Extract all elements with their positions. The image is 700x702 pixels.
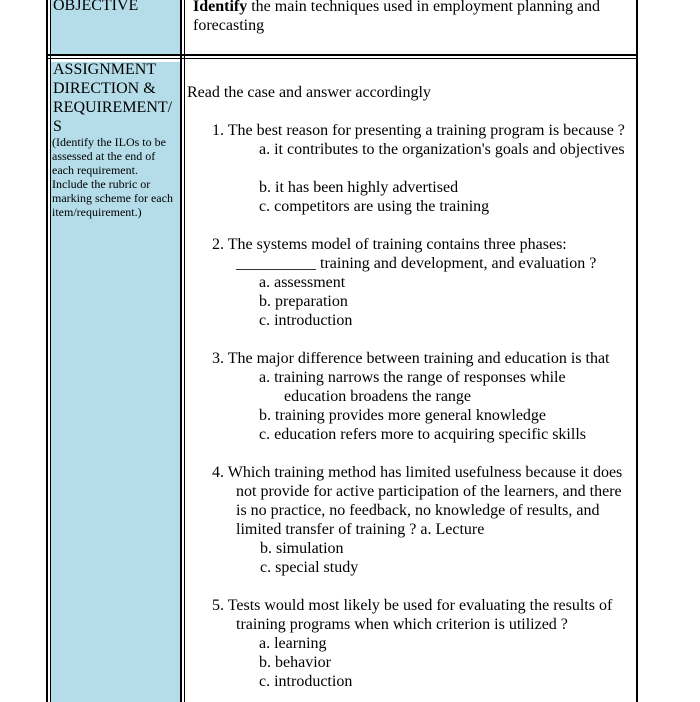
assignment-label-line: REQUIREMENT/ [53,99,173,116]
assignment-note-line: item/requirement.) [52,205,142,219]
column-divider-inner [184,0,185,702]
table-left-border-inner [50,0,51,702]
question-5-stem: 5. Tests would most likely be used for evaluating the results of [212,597,613,614]
assignment-label-line: DIRECTION & [53,80,156,97]
assignment-label-line: ASSIGNMENT [53,61,157,78]
instructions-intro: Read the case and answer accordingly [187,84,431,101]
question-2-option-a: a. assessment [259,274,346,291]
row-divider [46,54,638,56]
question-2-stem: 2. The systems model of training contains three phases: [212,236,567,253]
question-3-option-a: a. training narrows the range of responses while [259,369,566,386]
question-3-option-b: b. training provides more general knowledge [259,407,547,424]
question-4-option-b: b. simulation [260,540,344,557]
assignment-note-line: each requirement. [52,163,138,177]
question-1-option-b: b. it has been highly advertised [259,179,459,196]
question-5-option-c: c. introduction [259,673,353,690]
question-3-option-a-cont: education broadens the range [284,388,472,405]
question-3-option-c: c. education refers more to acquiring specific skills [259,426,586,443]
assignment-note-line: assessed at the end of [52,149,156,163]
table-right-border [636,0,638,702]
question-2-option-c: c. introduction [259,312,353,329]
question-4-option-c: c. special study [260,559,359,576]
assignment-note-line: marking scheme for each [52,191,173,205]
question-4-stem: is no practice, no feedback, no knowledge of results, and [236,502,600,519]
objective-text-rest: the main techniques used in employment planning and [247,0,601,15]
question-2-option-b: b. preparation [259,293,348,310]
question-5-option-a: a. learning [259,635,327,652]
row-divider-inner [46,58,638,59]
column-divider [180,0,182,702]
question-1-stem: 1. The best reason for presenting a training program is because ? [212,122,625,139]
objective-keyword: Identify [193,0,248,15]
assignment-note-line: Include the rubric or [52,177,151,191]
objective-label: OBJECTIVE [53,0,139,14]
question-4-stem: 4. Which training method has limited usefulness because it does [212,464,623,481]
objective-text-line-1 [193,0,600,16]
assignment-note-line: (Identify the ILOs to be [52,135,166,149]
question-2-stem: __________ training and development, and evaluation ? [236,255,597,272]
question-5-option-b: b. behavior [259,654,331,671]
table-left-border [46,0,48,702]
objective-text-line-2: forecasting [193,17,265,34]
question-1-option-c: c. competitors are using the training [259,198,490,215]
question-4-stem: not provide for active participation of the learners, and there [236,483,622,500]
question-5-stem: training programs when which criterion is utilized ? [236,616,568,633]
assignment-label-line: S [53,118,62,135]
question-3-stem: 3. The major difference between training and education is that [212,350,610,367]
question-4-stem: limited transfer of training ? a. Lecture [236,521,485,538]
question-1-option-a: a. it contributes to the organization's goals and objectives [259,141,625,158]
